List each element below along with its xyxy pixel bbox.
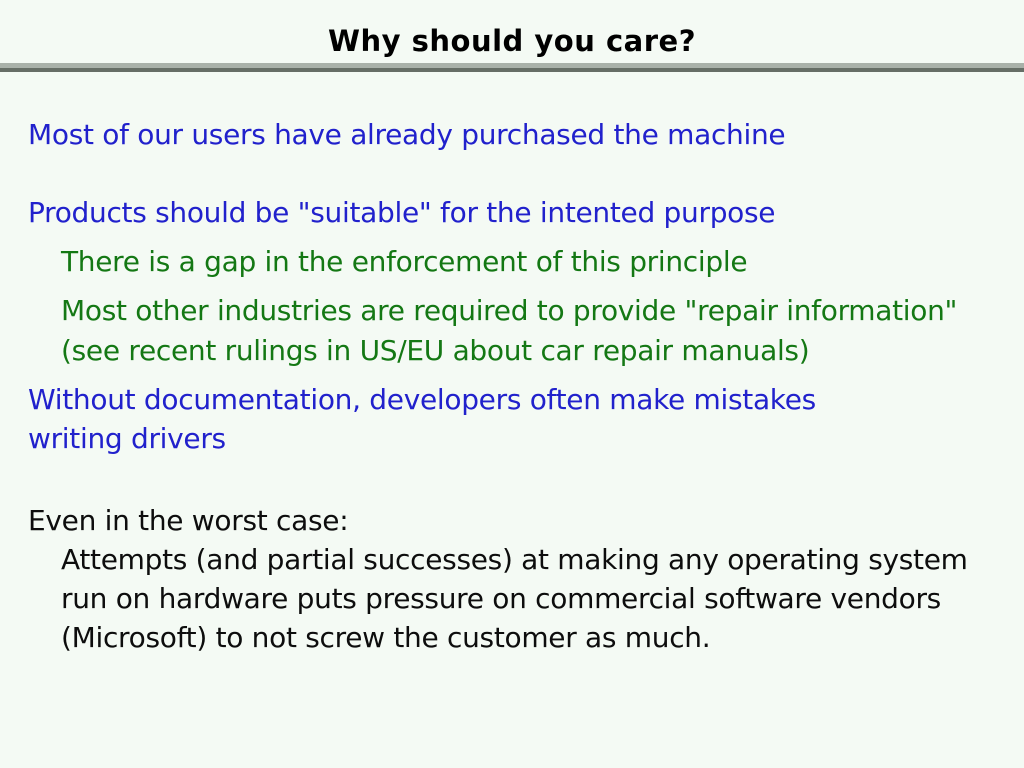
divider-dark-bar (0, 68, 1024, 72)
subbullet-enforcement-gap: There is a gap in the enforcement of this principle (61, 245, 748, 278)
bullet-without-documentation-line2: writing drivers (28, 422, 226, 455)
slide-title: Why should you care? (327, 24, 697, 58)
subbullet-repair-information-line1: Most other industries are required to provide "repair information" (61, 294, 958, 327)
bullet-without-documentation-line1: Without documentation, developers often make mistakes (28, 383, 816, 416)
bullet-worst-case: Even in the worst case: (28, 504, 349, 537)
subbullet-repair-information-line2: (see recent rulings in US/EU about car repair manuals) (61, 334, 810, 367)
subtext-attempts-line3: (Microsoft) to not screw the customer as much. (61, 621, 711, 654)
subtext-attempts-line2: run on hardware puts pressure on commercial software vendors (61, 582, 941, 615)
bullet-users-purchased: Most of our users have already purchased the machine (28, 118, 786, 151)
subtext-attempts-line1: Attempts (and partial successes) at making any operating system (61, 543, 968, 576)
bullet-products-suitable: Products should be "suitable" for the intented purpose (28, 196, 776, 229)
